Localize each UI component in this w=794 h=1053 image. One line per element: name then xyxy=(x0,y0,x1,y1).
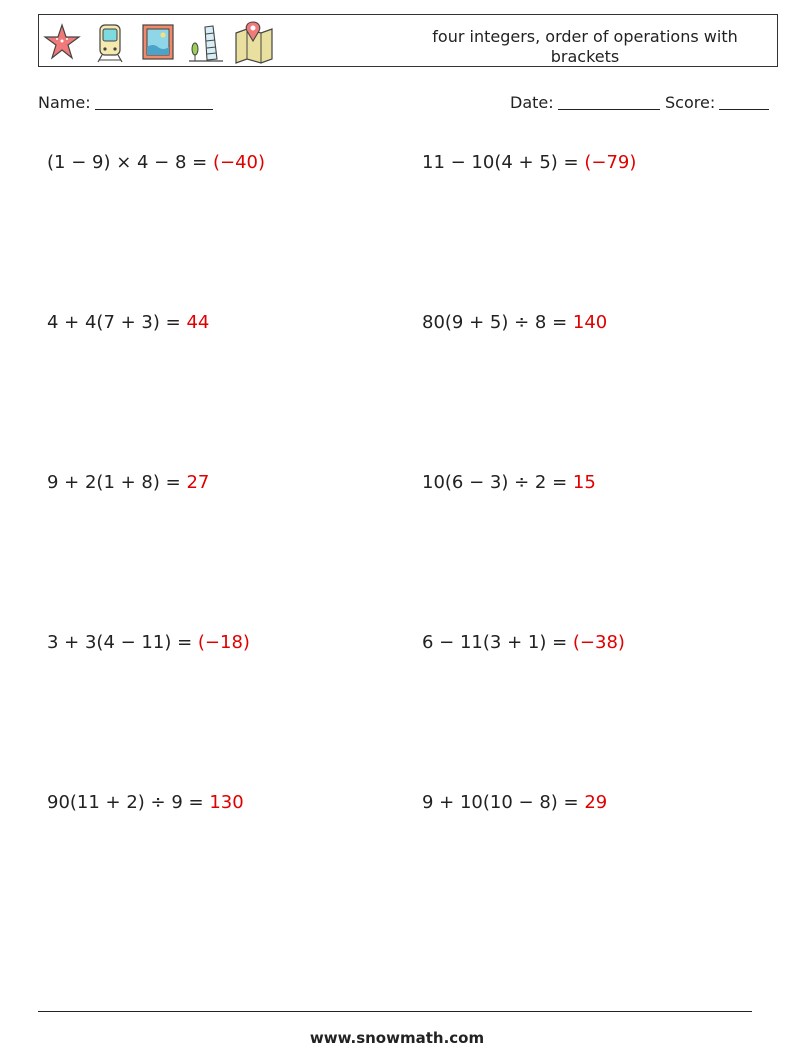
leaning-tower-icon xyxy=(185,19,227,65)
date-field[interactable] xyxy=(510,93,660,112)
problem-expression: 90(11 + 2) ÷ 9 = xyxy=(47,792,204,813)
starfish-icon xyxy=(41,19,83,65)
problem-10 xyxy=(422,792,607,813)
problem-answer: 44 xyxy=(186,312,210,333)
tram-icon xyxy=(89,19,131,65)
problem-answer: (−40) xyxy=(212,152,265,173)
problem-answer: (−79) xyxy=(584,152,637,173)
problem-expression: 3 + 3(4 − 11) = xyxy=(47,632,193,653)
problem-expression: 4 + 4(7 + 3) = xyxy=(47,312,181,333)
worksheet-title: four integers, order of operations with brackets xyxy=(432,27,738,66)
score-label: Score: xyxy=(665,93,716,112)
problem-expression: 11 − 10(4 + 5) = xyxy=(422,152,579,173)
problem-6 xyxy=(422,472,596,493)
problem-8 xyxy=(422,632,625,653)
footer-divider xyxy=(38,1011,752,1012)
problem-7 xyxy=(47,632,250,653)
problem-expression: 6 − 11(3 + 1) = xyxy=(422,632,568,653)
problem-answer: 130 xyxy=(209,792,244,813)
date-line[interactable] xyxy=(558,93,660,110)
problem-5 xyxy=(47,472,209,493)
picture-frame-icon xyxy=(137,19,179,65)
problem-4 xyxy=(422,312,607,333)
problem-expression: 9 + 10(10 − 8) = xyxy=(422,792,579,813)
problem-1 xyxy=(47,152,265,173)
problem-9 xyxy=(47,792,244,813)
problem-2 xyxy=(422,152,636,173)
problem-expression: 10(6 − 3) ÷ 2 = xyxy=(422,472,568,493)
date-label: Date: xyxy=(510,93,554,112)
problem-expression: 9 + 2(1 + 8) = xyxy=(47,472,181,493)
score-field[interactable] xyxy=(665,93,769,112)
problem-answer: 29 xyxy=(584,792,608,813)
problem-answer: (−38) xyxy=(572,632,625,653)
footer-site-link[interactable]: www.snowmath.com xyxy=(309,1029,485,1047)
problem-expression: 80(9 + 5) ÷ 8 = xyxy=(422,312,568,333)
name-label: Name: xyxy=(38,93,91,112)
header-icons xyxy=(41,19,275,65)
problem-expression: (1 − 9) × 4 − 8 = xyxy=(47,152,208,173)
name-line[interactable] xyxy=(95,93,213,110)
map-pin-icon xyxy=(233,19,275,65)
problem-answer: 140 xyxy=(572,312,608,333)
problem-3 xyxy=(47,312,209,333)
problem-answer: 15 xyxy=(572,472,596,493)
problem-answer: (−18) xyxy=(197,632,250,653)
score-line[interactable] xyxy=(719,93,769,110)
name-field[interactable] xyxy=(38,93,213,112)
problem-answer: 27 xyxy=(186,472,210,493)
worksheet-header xyxy=(38,14,778,67)
